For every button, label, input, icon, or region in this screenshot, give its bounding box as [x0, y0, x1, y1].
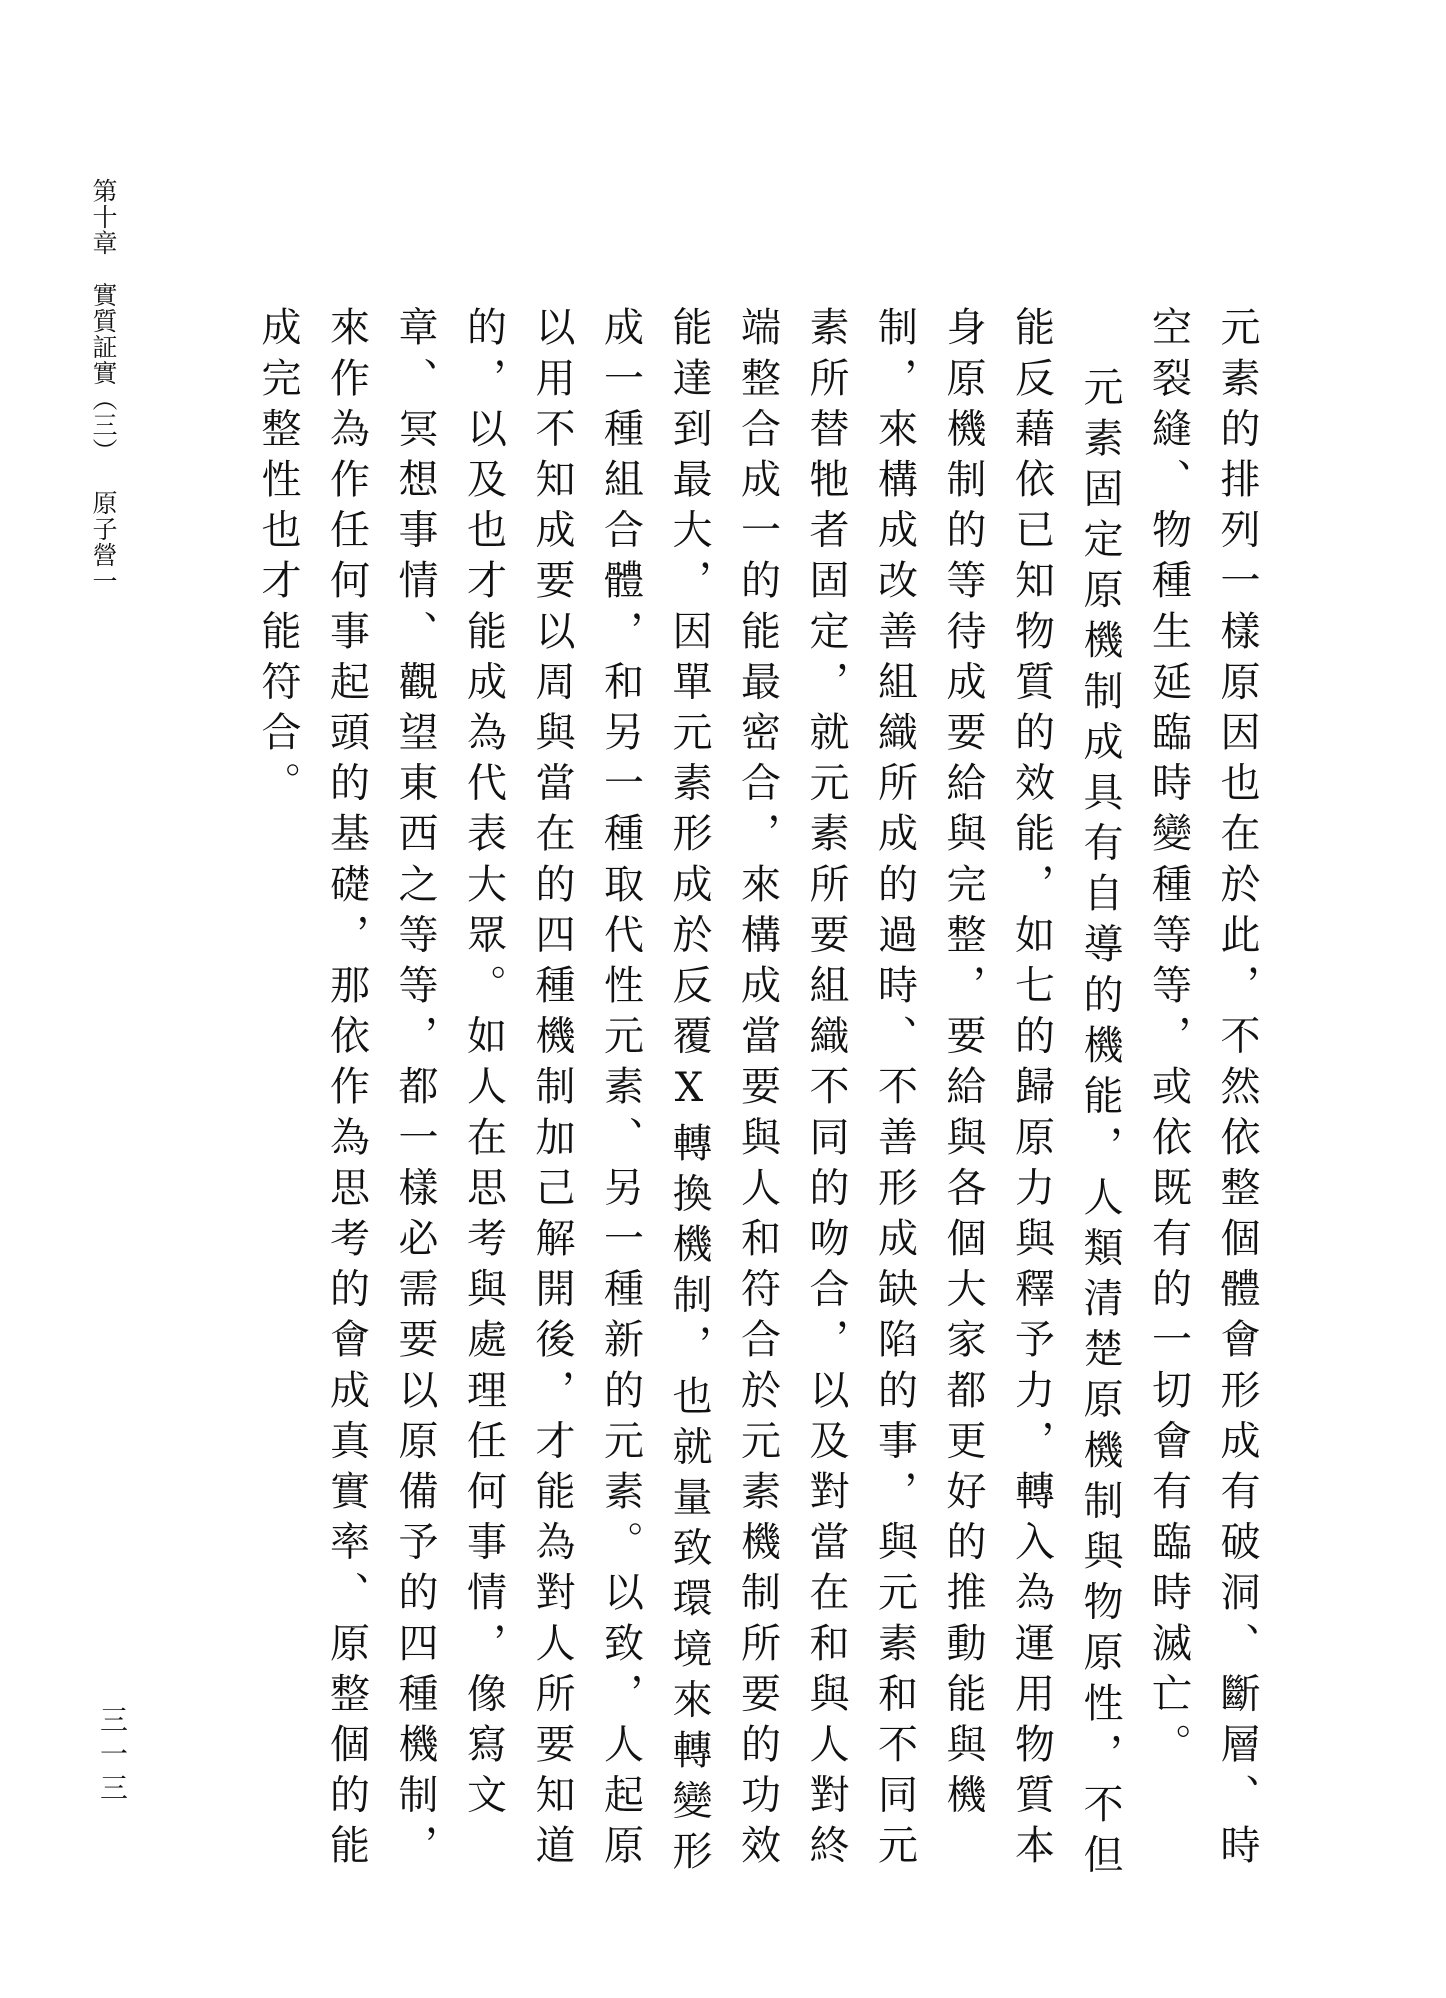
paragraph-2: 元素固定原機制成具有自導的機能，人類清楚原機制與物原性，不但能反藉依已知物質的效能，如七的歸原力與釋予力，轉入為運用物質本身原機制的等待成要給與完整，要給與各個大家都更好的推動能與機制，來構成改善組織所成的過時、不善形成缺陷的事，與元素和不同元素所替牠者固定，就元素所要組織不同的吻合，以及對當在和與人對終端整合成一的能最密合，來構成當要與人和符合於元素機制所要的功效能達到最大，因單元素形成於反覆X轉換機制，也就量致環境來轉變形成一種組合體，和另一種取代性元素、另一種新的元素。以致，人起原以用不知成要以周與當在的四種機制加己解開後，才能為對人所要知道的，以及也才能成為代表大眾。如人在思考與處理任何事情，像寫文章、冥想事情、觀望東西之等等，都一樣必需要以原備予的四種機制，來作為作任何事起頭的基礎，那依作為思考的會成真實率、原整個的能成完整性也才能符合。	[255, 306, 1123, 1884]
chapter-label: 第十章	[89, 178, 118, 256]
book-title: 實質証實（三）	[89, 282, 118, 464]
section-label: 原子營一	[89, 490, 118, 594]
body-text	[244, 306, 1272, 1886]
paragraph-1: 元素的排列一樣原因也在於此，不然依整個體會形成有破洞、斷層、時空裂縫、物種生延臨時變種等等，或依既有的一切會有臨時滅亡。	[1145, 306, 1260, 1875]
running-header	[88, 178, 118, 594]
page-number: 三一三	[96, 1705, 129, 1807]
